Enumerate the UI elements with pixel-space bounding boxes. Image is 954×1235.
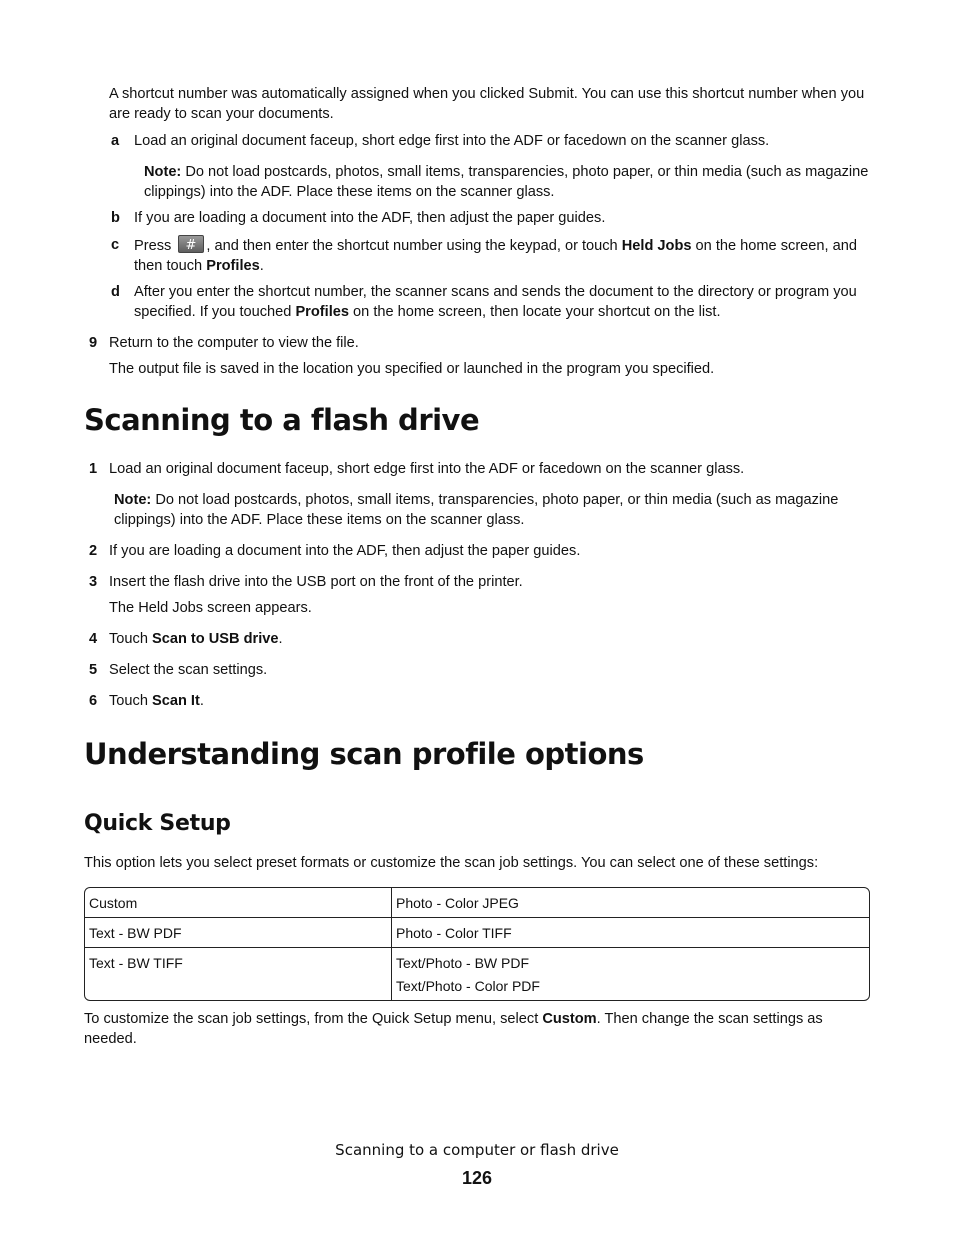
flash-step-1-note: [114, 490, 874, 530]
step-9-text: Return to the computer to view the file.: [109, 335, 359, 351]
step-9-number: 9: [89, 335, 98, 351]
quick-setup-intro: This option lets you select preset formats or customize the scan job settings. You can select one of these settings:: [84, 855, 819, 871]
substep-a-note: [144, 162, 872, 202]
flash-step-1-text: Load an original document faceup, short edge first into the ADF or facedown on the scanner glass.: [109, 461, 745, 477]
substep-b-text: If you are loading a document into the ADF, then adjust the paper guides.: [134, 210, 606, 226]
substep-a-letter: a: [111, 133, 120, 149]
substep-c-text: Press # , and then enter the shortcut number using the keypad, or touch Held Jobs on the home screen, and then touch Profiles.: [134, 235, 874, 276]
flash-step-1-number: 1: [89, 461, 98, 477]
substep-b-letter: b: [111, 210, 120, 226]
note-label: Note:: [144, 164, 182, 180]
flash-step-6-text: Touch Scan It.: [109, 693, 204, 709]
flash-step-6-number: 6: [89, 693, 98, 709]
substep-c-letter: c: [111, 237, 120, 253]
table-cell: Custom: [85, 888, 392, 917]
table-row: [85, 917, 869, 947]
substep-d-text: After you enter the shortcut number, the scanner scans and sends the document to the directory or program you specified. If you touched Profiles on the home screen, then locate your shortcut on the list.: [134, 284, 857, 320]
flash-step-5-text: Select the scan settings.: [109, 662, 268, 678]
flash-step-2-number: 2: [89, 543, 98, 559]
subsection-title-quick-setup: Quick Setup: [84, 811, 231, 836]
section-title-scan-profile: Understanding scan profile options: [84, 737, 644, 771]
note-text: Do not load postcards, photos, small items, transparencies, photo paper, or thin media (such as magazine clippings) into the ADF. Place these items on the scanner glass.: [144, 164, 869, 200]
table-cell: Photo - Color TIFF: [392, 917, 869, 947]
table-cell: Text/Photo - BW PDF Text/Photo - Color PDF: [392, 947, 869, 1000]
flash-step-5-number: 5: [89, 662, 98, 678]
table-row: [85, 947, 869, 1000]
note-label: Note:: [114, 492, 152, 508]
step-9-sub: The output file is saved in the location you specified or launched in the program you specified.: [109, 361, 715, 377]
note-text: Do not load postcards, photos, small items, transparencies, photo paper, or thin media (such as magazine clippings) into the ADF. Place these items on the scanner glass.: [114, 492, 839, 528]
table-cell: Text - BW PDF: [85, 917, 392, 947]
quick-setup-outro: To customize the scan job settings, from the Quick Setup menu, select Custom. Then change the scan settings as needed.: [84, 1011, 823, 1047]
section-title-flash-drive: Scanning to a flash drive: [84, 403, 480, 437]
flash-step-4-text: Touch Scan to USB drive.: [109, 631, 283, 647]
page-number: 126: [461, 1168, 493, 1188]
quick-setup-table: [84, 887, 870, 1001]
substep-d-letter: d: [111, 284, 120, 300]
table-row: [85, 888, 869, 917]
flash-step-3-text: Insert the flash drive into the USB port on the front of the printer.: [109, 574, 523, 590]
flash-step-4-number: 4: [89, 631, 98, 647]
svg-text:#: #: [185, 238, 197, 252]
table-cell: Text - BW TIFF: [85, 947, 392, 1000]
flash-step-3-number: 3: [89, 574, 98, 590]
footer-chapter-title: Scanning to a computer or flash drive: [335, 1141, 619, 1159]
flash-step-2-text: If you are loading a document into the ADF, then adjust the paper guides.: [109, 543, 581, 559]
flash-step-3-sub: The Held Jobs screen appears.: [109, 600, 312, 616]
intro-paragraph: A shortcut number was automatically assigned when you clicked Submit. You can use this shortcut number when you are ready to scan your documents.: [109, 86, 865, 122]
table-cell: Photo - Color JPEG: [396, 895, 519, 911]
substep-a-text: Load an original document faceup, short edge first into the ADF or facedown on the scanner glass.: [134, 133, 770, 149]
hash-key-icon: [178, 235, 204, 253]
